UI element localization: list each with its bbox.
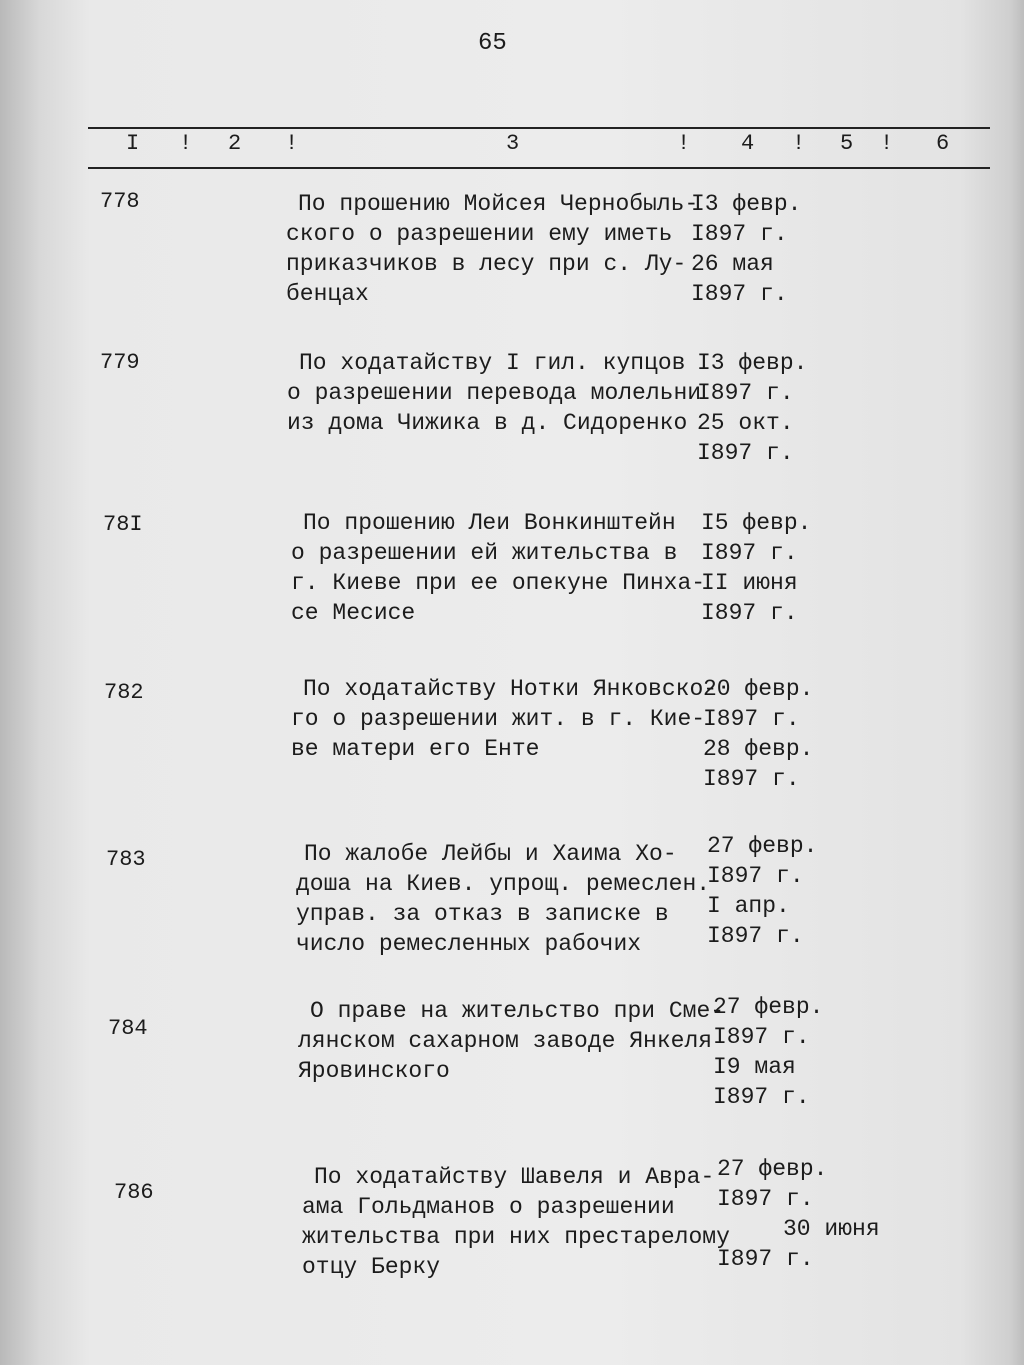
description-line: ве матери его Енте <box>291 736 540 762</box>
description-line: По прошению Мойсея Чернобыль- <box>298 191 699 217</box>
end-year: I897 г. <box>691 281 788 307</box>
description-line: из дома Чижика в д. Сидоренко <box>287 410 688 436</box>
description-line: го о разрешении жит. в г. Кие- <box>291 706 706 732</box>
description-line: число ремесленных рабочих <box>296 931 642 957</box>
header-col-2: 2 <box>228 131 242 156</box>
description-line: доша на Киев. упрощ. ремеслен. <box>296 871 711 897</box>
end-year: I897 г. <box>703 766 800 792</box>
description-line: о разрешении перевода молельни <box>287 380 702 406</box>
header-separator: ! <box>677 131 691 156</box>
description-line: отцу Берку <box>302 1254 441 1280</box>
header-separator: ! <box>880 131 894 156</box>
start-year: I897 г. <box>713 1024 810 1050</box>
description-line: О праве на жительство при Сме- <box>310 998 725 1024</box>
end-year: I897 г. <box>697 440 794 466</box>
description-line: о разрешении ей жительства в <box>291 540 678 566</box>
end-date: I апр. <box>707 893 790 919</box>
header-separator: ! <box>285 131 299 156</box>
start-date: 27 февр. <box>717 1156 828 1182</box>
table-top-rule <box>88 127 990 129</box>
start-year: I897 г. <box>701 540 798 566</box>
record-description <box>287 348 701 438</box>
record-dates <box>707 831 817 951</box>
record-number: 786 <box>114 1180 154 1205</box>
record-dates <box>691 189 801 309</box>
record-description <box>291 508 705 628</box>
description-line: бенцах <box>286 281 369 307</box>
start-date: 27 февр. <box>713 994 824 1020</box>
description-line: приказчиков в лесу при с. Лу- <box>286 251 687 277</box>
record-number: 784 <box>108 1016 148 1041</box>
start-date: I3 февр. <box>691 191 802 217</box>
description-line: се Месисе <box>291 600 416 626</box>
description-line: ского о разрешении ему иметь <box>286 221 673 247</box>
end-date: 25 окт. <box>697 410 794 436</box>
start-date: I3 февр. <box>697 350 808 376</box>
start-date: 27 февр. <box>707 833 818 859</box>
end-year: I897 г. <box>717 1246 814 1272</box>
description-line: По жалобе Лейбы и Хаима Хо- <box>304 841 677 867</box>
start-year: I897 г. <box>703 706 800 732</box>
record-number: 78I <box>103 512 143 537</box>
end-year: I897 г. <box>707 923 804 949</box>
header-col-3: 3 <box>506 131 520 156</box>
record-number: 783 <box>106 847 146 872</box>
record-description <box>296 839 710 959</box>
header-col-1: I <box>126 131 140 156</box>
record-number: 779 <box>100 350 140 375</box>
record-number: 778 <box>100 189 140 214</box>
record-dates <box>713 992 823 1112</box>
record-description <box>302 1162 730 1282</box>
record-dates <box>697 348 807 468</box>
end-year: I897 г. <box>701 600 798 626</box>
end-date: 26 мая <box>691 251 774 277</box>
description-line: По прошению Леи Вонкинштейн <box>303 510 676 536</box>
description-line: управ. за отказ в записке в <box>296 901 669 927</box>
description-line: г. Киеве при ее опекуне Пинха- <box>291 570 706 596</box>
record-description <box>286 189 698 309</box>
header-col-6: 6 <box>936 131 950 156</box>
header-separator: ! <box>792 131 806 156</box>
end-date: I9 мая <box>713 1054 796 1080</box>
record-dates <box>703 674 813 794</box>
table-header-rule <box>88 167 990 169</box>
end-date: 30 июня <box>783 1216 880 1242</box>
description-line: жительства при них престарелому <box>302 1224 730 1250</box>
start-date: I5 февр. <box>701 510 812 536</box>
header-col-5: 5 <box>840 131 854 156</box>
record-description <box>291 674 717 764</box>
start-year: I897 г. <box>717 1186 814 1212</box>
start-year: I897 г. <box>707 863 804 889</box>
record-description <box>298 996 724 1086</box>
description-line: По ходатайству I гил. купцов <box>299 350 686 376</box>
description-line: По ходатайству Нотки Янковско- <box>303 676 718 702</box>
end-date: II июня <box>701 570 798 596</box>
start-date: 20 февр. <box>703 676 814 702</box>
record-number: 782 <box>104 680 144 705</box>
description-line: лянском сахарном заводе Янкеля <box>298 1028 713 1054</box>
record-dates <box>717 1154 880 1274</box>
header-col-4: 4 <box>741 131 755 156</box>
start-year: I897 г. <box>691 221 788 247</box>
record-dates <box>701 508 811 628</box>
description-line: По ходатайству Шавеля и Авра- <box>314 1164 715 1190</box>
page-number: 65 <box>478 30 507 57</box>
description-line: Яровинского <box>298 1058 450 1084</box>
end-year: I897 г. <box>713 1084 810 1110</box>
start-year: I897 г. <box>697 380 794 406</box>
header-separator: ! <box>179 131 193 156</box>
description-line: ама Гольдманов о разрешении <box>302 1194 675 1220</box>
end-date: 28 февр. <box>703 736 814 762</box>
